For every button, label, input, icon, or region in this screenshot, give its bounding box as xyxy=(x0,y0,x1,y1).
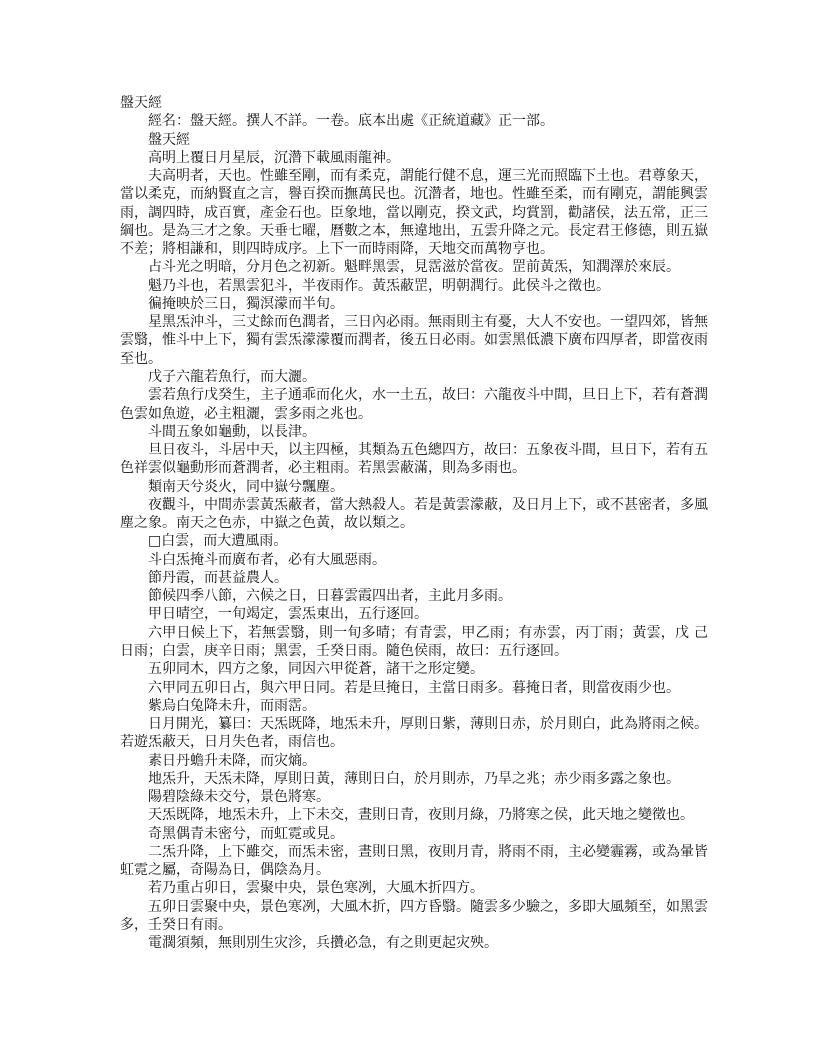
document-page xyxy=(120,94,708,952)
paragraph: 夫高明者，天也。性雖至剛，而有柔克，謂能行健不息，運三光而照臨下土也。君尊象天，當以柔克，而納賢直之言，譽百揆而撫萬民也。沉濳者，地也。性雖至柔，而有剛克，謂能興雲雨，調四時，成百實，產金石也。臣象地，當以剛克，揆文武，均賞罰，勸諸侯，法五常，正三綱也。是為三才之象。天垂七曜，曆數之本，無違地出，五雲升降之元。長定君王修德，則五嶽不差；將相謙和，則四時成序。上下一而時雨降，天地交而萬物亨也。 xyxy=(120,168,708,258)
document-title: 盤天經 xyxy=(120,95,162,111)
paragraph: 六甲同五卯日占，與六甲日同。若是旦掩日，主當日雨多。暮掩日者，則當夜雨少也。 xyxy=(148,679,680,696)
paragraph: 地炁升，天炁未降，厚則日黃，薄則日白，於月則赤，乃旱之兆；赤少雨多露之象也。 xyxy=(148,770,680,787)
paragraph: 甲日晴空，一旬竭定，雲炁東出，五行逐回。 xyxy=(148,606,428,623)
paragraph: 二炁升降，上下雖交，而炁未密，晝則日黑，夜則月青，將雨不雨，主必變霾霧，或為暈皆虹霓之屬，奇陽為日，偶陰為月。 xyxy=(120,843,708,879)
paragraph: 五卯同木，四方之象，同因六甲從蒼，諸干之形定變。 xyxy=(148,661,484,678)
paragraph: 戊子六龍若魚行，而大灑。 xyxy=(148,368,316,385)
document-subtitle: 盤天經 xyxy=(148,131,190,148)
paragraph: 徧掩映於三日，獨溟濛而半旬。 xyxy=(148,295,344,312)
paragraph: □白雲，而大遭風雨。 xyxy=(148,533,288,550)
paragraph: 魁乃斗也，若黑雲犯斗，半夜雨作。黃炁蔽罡，明朝潤行。此侯斗之徵也。 xyxy=(148,277,610,294)
paragraph: 占斗光之明暗，分月色之初新。魁畔黑雲，見霑滋於當夜。罡前黃炁，知潤澤於來辰。 xyxy=(148,259,680,276)
paragraph: 天炁既降，地炁未升，上下未交，晝則日青，夜則月綠，乃將寒之侯，此天地之變徵也。 xyxy=(148,807,694,824)
paragraph: 奇黑偶青未密兮，而虹霓或見。 xyxy=(148,825,344,842)
paragraph: 素日丹蟾升未降，而灾熵。 xyxy=(148,752,316,769)
paragraph: 斗白炁掩斗而廣布者，必有大風惡雨。 xyxy=(148,551,386,568)
paragraph: 若乃重占卯日，雲聚中央，景色寒冽，大風木折四方。 xyxy=(148,880,484,897)
paragraph: 類南天兮炎火，同中嶽兮飄塵。 xyxy=(148,478,344,495)
paragraph: 電濶須頻，無則別生灾沴，兵攢必急，有之則更起灾殃。 xyxy=(148,935,498,952)
paragraph: 高明上覆日月星辰，沉濳下載風雨龍神。 xyxy=(148,149,400,166)
paragraph: 節丹霞，而甚益農人。 xyxy=(148,569,288,586)
paragraph: 陽碧陰綠未交兮，景色將寒。 xyxy=(148,789,330,806)
paragraph: 夜觀斗，中間赤雲黃炁蔽者，當大熱殺人。若是黃雲濛蔽，及日月上下，或不甚密者，多風塵之象。南天之色赤，中嶽之色黃，故以類之。 xyxy=(120,496,708,532)
document-meta: 經名：盤天經。撰人不詳。一卷。底本出處《正統道藏》正一部。 xyxy=(148,113,554,130)
paragraph: 六甲日候上下，若無雲翳，則一旬多晴；有青雲，甲乙雨；有赤雲，丙丁雨；黃雲，戊 己日雨；白雲，庚辛日雨；黑雲，壬癸日雨。隨色侯雨，故曰：五行逐回。 xyxy=(120,624,708,659)
paragraph: 紫烏白兔降未升，而雨霑。 xyxy=(148,697,316,714)
paragraph: 斗間五象如龜動，以長津。 xyxy=(148,423,316,440)
paragraph: 星黑炁沖斗，三丈餘而色潤者，三日內必雨。無雨則主有憂，大人不安也。一望四郊，皆無雲翳，惟斗中上下，獨有雲炁濛濛覆而潤者，後五日必雨。如雲黑低濃下廣布四厚者，即當夜雨至也。 xyxy=(120,314,708,367)
paragraph: 雲若魚行戊癸生，主子通乖而化火，水一土五，故曰：六龍夜斗中間，旦日上下，若有蒼潤色雲如魚遊，必主粗灑，雲多雨之兆也。 xyxy=(120,387,708,422)
paragraph: 節候四季八節，六候之日，日暮雲霞四出者，主此月多雨。 xyxy=(148,588,512,605)
paragraph: 旦日夜斗，斗居中天，以主四極，其類為五色總四方，故曰：五象夜斗間，旦日下，若有五色祥雲似龜動形而蒼潤者，必主粗雨。若黑雲蔽滿，則為多雨也。 xyxy=(120,442,708,477)
paragraph: 日月開光，纂曰：天炁既降，地炁未升，厚則日紫，薄則日赤，於月則白，此為將雨之候。若遊炁蔽天，日月失色者，雨信也。 xyxy=(120,716,708,751)
paragraph: 五卯日雲聚中央，景色寒冽，大風木折，四方昏翳。隨雲多少驗之，多即大風頻至，如黑雲多，壬癸日有雨。 xyxy=(120,898,708,933)
